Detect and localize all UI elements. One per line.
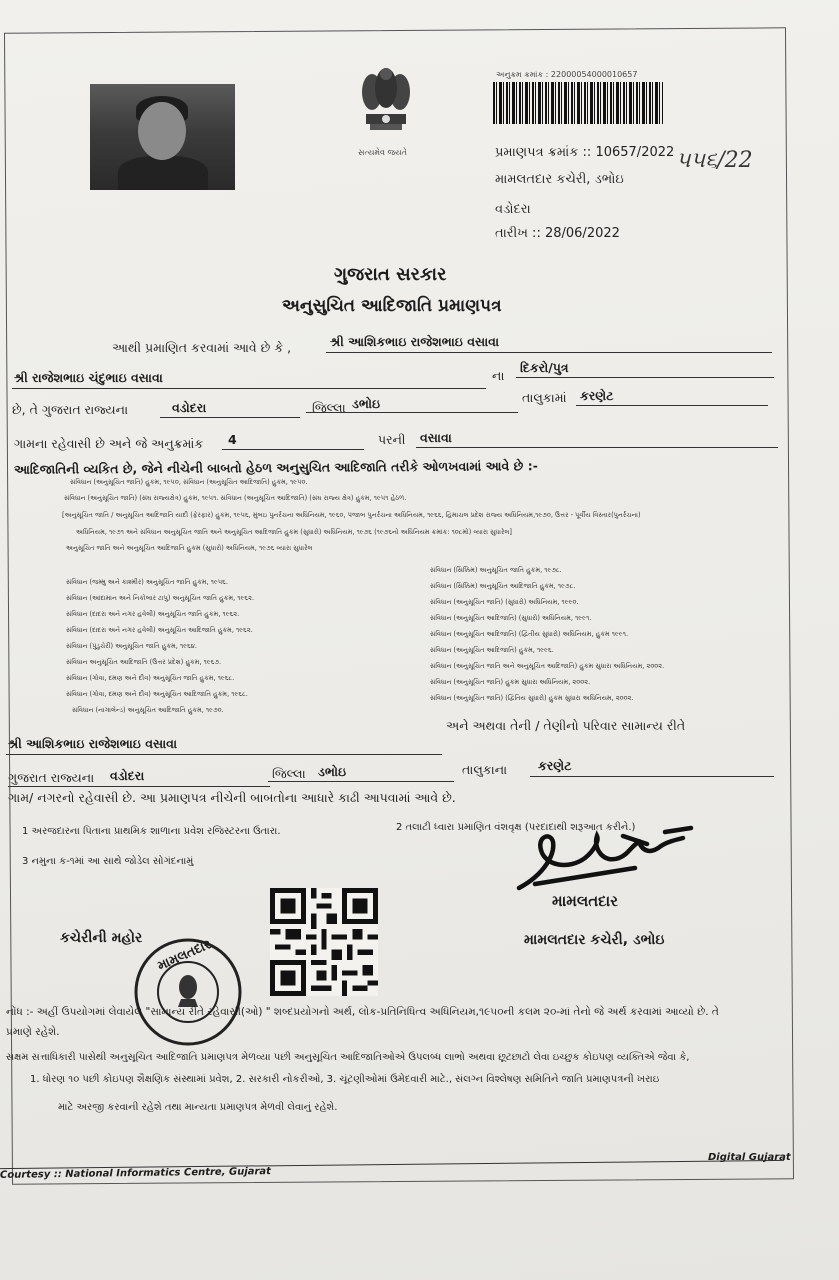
order-right: સંવિધાન (સિક્કિમ) અનુસૂચિત જાતિ હુકમ, ૧૯૭૮. xyxy=(430,566,562,574)
signatory-title: મામલતદાર xyxy=(552,892,618,910)
basis-item-1: 1 અરજદારના પિતાના પ્રાથમિક શાળાના પ્રવેશ રજિસ્ટરના ઉતારા. xyxy=(22,826,281,837)
signatory-office: મામલતદાર કચેરી, ડભોઇ xyxy=(524,932,665,948)
note-line: નોંધ :- અહીં ઉપયોગમાં લેવાયેલ "સામાન્ય રીતે રહેવાસી(ઓ) " શબ્દપ્રયોગનો અર્થ, લોક-પ્રતિનિધિત્વ અધિનિયમ,૧૯૫૦ની કલમ ૨૦-માં તેનો જે અર્થ કરવામાં આવ્યો છે. તે xyxy=(6,1006,719,1018)
order-line: [અનુસૂચિત જાતિ / અનુસૂચિત આદિજાતિ યાદી (ફેરફાર) હુકમ, ૧૯૫૬, મુંબઇ પુનર્રચના અધિનિયમ, ૧૯૬૦, પંજાબ પુનર્રચના અધિનિયમ, ૧૯૬૬, હિમાચલ પ્રદેશ રાજ્ય અધિનિયમ,૧૯૭૦, ઉત્તર - પૂર્વીય વિસ્તાર(પુનર્રચના) xyxy=(62,511,641,519)
lower-taluka-label: તાલુકાના xyxy=(462,762,508,777)
taluka-label: તાલુકામાં xyxy=(522,390,567,405)
order-left: સંવિધાન (જમ્મુ અને કાશ્મીર) અનુસૂચિત જાતિ હુકમ, ૧૯૫૬. xyxy=(66,578,228,586)
certify-label: આથી પ્રમાણિત કરવામાં આવે છે કે , xyxy=(112,340,292,355)
government-title: ગુજરાત સરકાર xyxy=(334,264,447,285)
order-right: સંવિધાન (અનુસૂચિત જાતિ) (સુધારો) અધિનિયમ, ૧૯૯૦. xyxy=(430,598,579,606)
barcode-icon xyxy=(493,82,663,124)
order-line: સંવિધાન (અનુસૂચિત જાતિ) હુકમ, ૧૯૫૦, સંવિધાન (અનુસૂચિત આદિજાતિ) હુકમ, ૧૯૫૦. xyxy=(70,478,308,486)
basis-line: ગામ/ નગરનો રહેવાસી છે. આ પ્રમાણપત્ર નીચેની બાબતોના આધારે કાઢી આપવામાં આવે છે. xyxy=(8,790,456,805)
lower-taluka-value: ડભોઇ xyxy=(318,764,347,779)
order-left: સંવિધાન (પુંડુચેરી) અનુસૂચિત જાતિ હુકમ, ૧૯૬૪. xyxy=(66,642,197,650)
serial-number: અનુક્રમ ક્રમાંક : 22000054000010657 xyxy=(496,70,638,79)
note-line: માટે અરજી કરવાની રહેશે તથા માન્યતા પ્રમાણપત્ર મેળવી લેવાનું રહેશે. xyxy=(58,1102,338,1113)
order-right: સંવિધાન (અનુસૂચિત જાતિ) (દ્વિતિય સુધારો) હુકમ સુધારા અધિનિયમ, ૨૦૦૨. xyxy=(430,694,634,702)
order-left: સંવિધાન અનુસૂચિત આદિજાતિ (ઉત્તર પ્રદેશ) હુકમ, ૧૯૬૭. xyxy=(66,658,222,666)
village-value: કરણેટ xyxy=(580,388,614,403)
applicant-photo xyxy=(90,84,235,190)
district-label: જિલ્લા xyxy=(312,400,346,415)
resident-label: ગામના રહેવાસી છે અને જે અનુક્રમાંક xyxy=(14,436,204,451)
order-left: સંવિધાન (દાદરા અને નગર હવેલી) અનુસૂચિત જાતિ હુકમ, ૧૯૬૨. xyxy=(66,610,240,618)
signature-icon xyxy=(515,818,700,898)
header-office: મામલતદાર કચેરી, ડભોઇ xyxy=(495,172,624,187)
na-label: ના xyxy=(492,368,505,383)
order-right: સંવિધાન (અનુસૂચિત જાતિ અને અનુસૂચિત આદિજાતિ) હુકમ સુધારા અધિનિયમ, ૨૦૦૨. xyxy=(430,662,665,670)
order-left: સંવિધાન (ગોવા, દમણ અને દીવ) અનુસૂચિત આદિજાતિ હુકમ, ૧૯૬૮. xyxy=(66,690,248,698)
tribe-value: વસાવા xyxy=(420,430,452,445)
order-line: અનુસૂચિત જાતિ અને અનુસૂચિત આદિજાતિ હુકમ (સુધારો) અધિનિયમ, ૧૯૭૬ વ્યારા સુધારેલ xyxy=(66,544,313,552)
order-right: સંવિધાન (અનુસૂચિત આદિજાતિ) (સુધારો) અધિનિયમ, ૧૯૯૧. xyxy=(430,614,592,622)
date-value: 28/06/2022 xyxy=(544,226,620,241)
issue-date xyxy=(495,226,620,241)
cert-no-value: 10657/2022 xyxy=(595,145,675,160)
order-left: સંવિધાન (નાગાલેન્ડ) અનુસૂચિત આદિજાતિ હુકમ, ૧૯૭૦. xyxy=(72,706,224,714)
order-line: સંવિધાન (અનુસૂચિત જાતિ) (સંઘ રાજ્યક્ષેત્ર) હુકમ, ૧૯૫૧. સંવિધાન (અનુસૂચિત આદિજાતિ) (સંઘ રાજ્ય ક્ષેત્ર) હુકમ, ૧૯૫૧ હેઠળ. xyxy=(64,494,407,502)
par-label: પરની xyxy=(378,432,406,447)
date-label: તારીખ :: xyxy=(495,226,541,241)
order-line: અધિનિયમ, ૧૯૭૧ અને સંવિધાન અનુસૂચિત જાતિ અને અનુસૂચિત આદિજાતિ હુકમ (સુધારો) અધિનિયમ, ૧૯૭૬ (૧૯૭૬નો અધિનિયમ ક્રમાંક: ૧૦૮મો) વ્યારા સુધારેલ] xyxy=(76,528,512,536)
state-emblem-icon xyxy=(352,62,420,146)
certificate-number xyxy=(495,145,674,160)
serial-value: 4 xyxy=(228,432,237,447)
relation: દિકરો/પુત્ર xyxy=(520,360,569,375)
family-label: અને અથવા તેની / તેણીનો પરિવાર સામાન્ય રીતે xyxy=(446,718,686,733)
order-right: સંવિધાન (અનુસૂચિત આદિજાતિ) હુકમ, ૧૯૯૬. xyxy=(430,646,554,654)
cert-no-label: પ્રમાણપત્ર ક્રમાંક :: xyxy=(495,145,592,160)
lower-state-label: ગુજરાત રાજ્યના xyxy=(8,770,95,785)
lower-applicant-name: શ્રી આશિકભાઇ રાજેશભાઇ વસાવા xyxy=(8,736,178,751)
district-value: વડોદરા xyxy=(172,400,207,415)
header-district: વડોદરા xyxy=(495,202,531,217)
order-right: સંવિધાન (અનુસૂચિત જાતિ) હુકમ સુધારા અધિનિયમ, ૨૦૦૨. xyxy=(430,678,591,686)
lower-village-value: કરણેટ xyxy=(538,758,572,773)
footer-courtesy: Courtesy :: National Informatics Centre, Gujarat xyxy=(0,1166,272,1181)
handwritten-note: ૫૫૬/22 xyxy=(676,148,753,173)
applicant-name: શ્રી આશિકભાઇ રાજેશભાઇ વસાવા xyxy=(330,334,500,349)
basis-item-2: 2 તલાટી ધ્વારા પ્રમાણિત વંશવૃક્ષ (પરદાદાથી શરૂઆત કરીને.) xyxy=(396,822,636,833)
lower-district-value: વડોદરા xyxy=(110,768,145,783)
order-right: સંવિધાન (સિક્કિમ) અનુસૂચિત આદિજાતિ હુકમ, ૧૯૭૮. xyxy=(430,582,576,590)
lower-district-label: જિલ્લા xyxy=(272,766,306,781)
emblem-motto: સત્યમેવ જયતે xyxy=(358,148,407,157)
qr-code-icon xyxy=(270,888,378,996)
note-line: પ્રમાણે રહેશે. xyxy=(6,1026,60,1038)
certificate-title: અનુસુચિત આદિજાતિ પ્રમાણપત્ર xyxy=(282,296,502,316)
note-line: સક્ષમ સત્તાધિકારી પાસેથી અનુસૂચિત આદિજાતિ પ્રમાણપત્ર મેળવ્યા પછી અનુસૂચિત આદિજાતિઓએ ઉપલબ્ધ લાભો અથવા છૂટછાટો લેવા ઇચ્છુક કોઇપણ વ્યક્તિએ જેવા કે, xyxy=(6,1052,690,1063)
seal-label: કચેરીની મહોર xyxy=(60,930,143,946)
footer-brand: Digital Gujarat xyxy=(708,1152,791,1163)
order-left: સંવિધાન (દાદરા અને નગર હવેલી) અનુસૂચિત આદિજાતિ હુકમ, ૧૯૬૨. xyxy=(66,626,253,634)
state-label: છે, તે ગુજરાત રાજ્યના xyxy=(12,402,129,417)
taluka-value: ડભોઇ xyxy=(352,396,381,411)
note-line: 1. ધોરણ ૧૦ પછી કોઇપણ શૈક્ષણિક સંસ્થામાં પ્રવેશ, 2. સરકારી નોકરીઓ, 3. ચૂંટણીઓમાં ઉમેદવારી માટે., સંલગ્ન વિશ્લેષણ સમિતિને જાતિ પ્રમાણપત્રની ખરાઇ xyxy=(30,1074,660,1085)
basis-item-3: 3 નમુના ક-૧માં આ સાથે જોડેલ સોગંદનામું xyxy=(22,856,194,867)
father-name: શ્રી રાજેશભાઇ ચંદુભાઇ વસાવા xyxy=(14,370,163,385)
declaration-text: આદિજાતિની વ્યકિત છે, જેને નીચેની બાબતો હેઠળ અનુસુચિત આદિજાતિ તરીકે ઓળખવામાં આવે છે :- xyxy=(13,458,538,477)
order-left: સંવિધાન (ગોવા, દમણ અને દીવ) અનુસૂચિત જાતિ હુકમ, ૧૯૬૮. xyxy=(66,674,235,682)
order-left: સંવિધાન (આંદામાન અને નિકોબાર ટાપુ) અનુસૂચિત જાતિ હુકમ, ૧૯૬૨. xyxy=(66,594,255,602)
order-right: સંવિધાન (અનુસૂચિત આદિજાતિ) (દ્વિતીય સુધારો) અધિનિયમ, હુકમ ૧૯૯૧. xyxy=(430,630,629,638)
seal-text: મામલતદાર xyxy=(155,937,214,974)
